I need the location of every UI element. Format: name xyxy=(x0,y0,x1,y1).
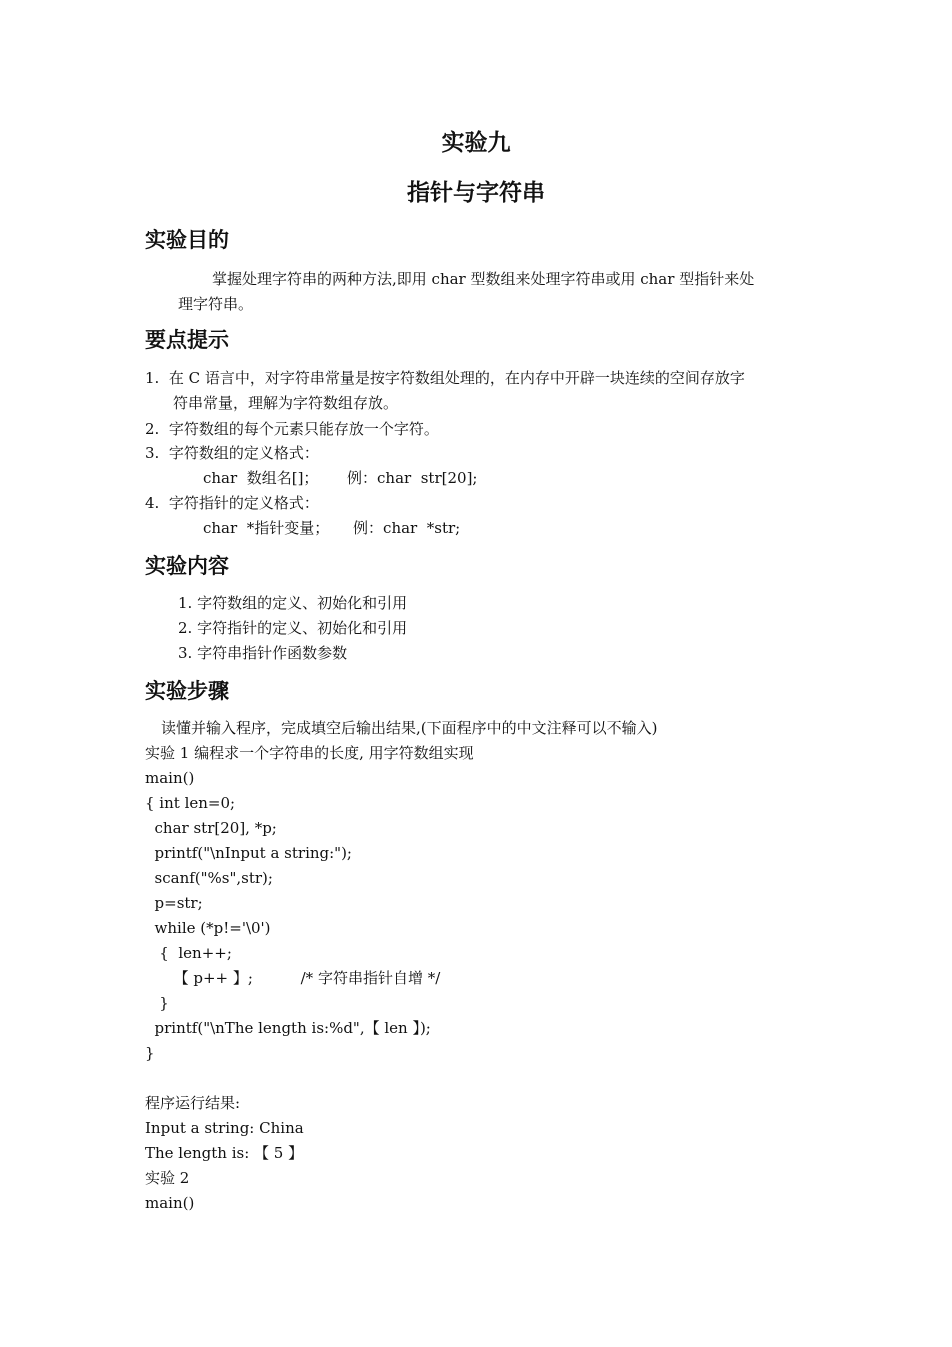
code-line: { int len=0; xyxy=(145,794,236,812)
purpose-text-line1: 掌握处理字符串的两种方法,即用 char 型数组来处理字符串或用 char 型指针来处 xyxy=(212,270,755,288)
content-item: 1. 字符数组的定义、初始化和引用 xyxy=(178,594,408,612)
content-heading: 实验内容 xyxy=(145,554,229,578)
experiment-1-title: 实验 1 编程求一个字符串的长度, 用字符数组实现 xyxy=(145,744,474,762)
purpose-text-line2: 理字符串。 xyxy=(178,295,254,313)
tip-item-4-code: char *指针变量； 例：char *str; xyxy=(203,519,461,537)
page-subtitle: 指针与字符串 xyxy=(407,180,545,206)
content-item: 2. 字符指针的定义、初始化和引用 xyxy=(178,619,408,637)
content-item: 3. 字符串指针作函数参数 xyxy=(178,644,348,662)
code-line: p=str; xyxy=(145,894,203,912)
code-line: while (*p!='\0') xyxy=(145,919,271,937)
result-label: 程序运行结果: xyxy=(145,1094,241,1112)
code-line: } xyxy=(145,994,169,1012)
result-line-1: Input a string: China xyxy=(145,1119,304,1137)
steps-intro: 读懂并输入程序，完成填空后输出结果,(下面程序中的中文注释可以不输入) xyxy=(161,719,658,737)
experiment-2-code-line: main() xyxy=(145,1194,195,1212)
tip-item-1-line2: 符串常量，理解为字符数组存放。 xyxy=(173,394,399,412)
steps-heading: 实验步骤 xyxy=(145,679,229,703)
page-title: 实验九 xyxy=(441,130,511,156)
code-line: scanf("%s",str); xyxy=(145,869,273,887)
tip-item-3: 3. 字符数组的定义格式： xyxy=(145,444,319,462)
tip-item-3-code: char 数组名[]； 例：char str[20]; xyxy=(203,469,478,487)
tip-item-1-line1: 1. 在 C 语言中，对字符串常量是按字符数组处理的，在内存中开辟一块连续的空间存放字 xyxy=(145,369,745,387)
code-line: char str[20], *p; xyxy=(145,819,277,837)
code-line: 【 p++ 】; /* 字符串指针自增 */ xyxy=(145,969,441,987)
code-line: { len++; xyxy=(145,944,232,962)
tip-item-4: 4. 字符指针的定义格式： xyxy=(145,494,319,512)
tips-heading: 要点提示 xyxy=(145,328,229,352)
code-line: } xyxy=(145,1044,155,1062)
code-line: printf("\nThe length is:%d",【 len 】); xyxy=(145,1019,431,1037)
tip-item-2: 2. 字符数组的每个元素只能存放一个字符。 xyxy=(145,420,439,438)
purpose-heading: 实验目的 xyxy=(145,228,229,252)
code-line: printf("\nInput a string:"); xyxy=(145,844,352,862)
code-line: main() xyxy=(145,769,195,787)
result-line-2: The length is: 【 5 】 xyxy=(145,1144,304,1162)
experiment-2-title: 实验 2 xyxy=(145,1169,190,1187)
